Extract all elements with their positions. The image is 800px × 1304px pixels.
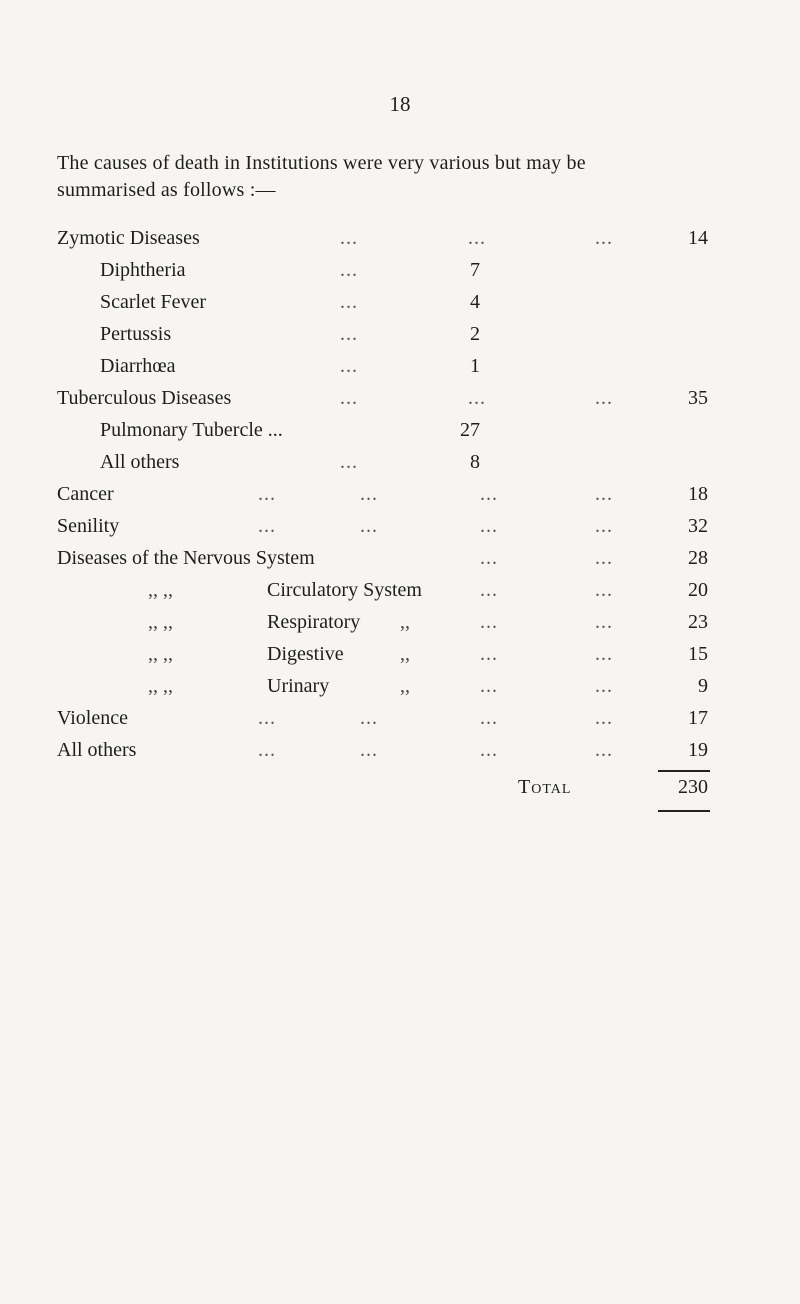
leader-dots: ... — [360, 483, 378, 505]
table-row — [0, 483, 800, 513]
row-label: Urinary — [267, 675, 330, 697]
leader-dots: ... — [595, 579, 613, 601]
leader-dots: ... — [595, 643, 613, 665]
row-label: Diarrhœa — [100, 355, 176, 377]
leader-dots: ... — [595, 483, 613, 505]
table-row — [0, 643, 800, 673]
row-label: Diphtheria — [100, 259, 186, 281]
row-label: All others — [57, 739, 137, 761]
table-row — [0, 675, 800, 705]
row-label: Circulatory System — [267, 579, 422, 601]
table-row — [0, 707, 800, 737]
leader-dots: ... — [595, 387, 613, 409]
leader-dots: ... — [480, 515, 498, 537]
row-total: 14 — [688, 227, 708, 249]
leader-dots: ... — [595, 675, 613, 697]
table-row — [0, 419, 800, 449]
leader-dots: ... — [480, 739, 498, 761]
leader-dots: ... — [360, 515, 378, 537]
row-total: 32 — [688, 515, 708, 537]
row-label: Senility — [57, 515, 120, 537]
table-row — [0, 739, 800, 769]
leader-dots: ... — [480, 643, 498, 665]
ditto-marks: ,, — [400, 643, 410, 665]
leader-dots: ... — [258, 739, 276, 761]
table-row — [0, 387, 800, 417]
table-row — [0, 451, 800, 481]
leader-dots: ... — [595, 611, 613, 633]
row-total: 35 — [688, 387, 708, 409]
leader-dots: ... — [360, 707, 378, 729]
row-label: Tuberculous Diseases — [57, 387, 232, 409]
row-total: 15 — [688, 643, 708, 665]
table-row — [0, 227, 800, 257]
table-row — [0, 291, 800, 321]
row-label: Zymotic Diseases — [57, 227, 200, 249]
leader-dots: ... — [595, 707, 613, 729]
page-number: 18 — [389, 92, 411, 116]
leader-dots: ... — [595, 515, 613, 537]
row-label: Pertussis — [100, 323, 172, 345]
leader-dots: ... — [468, 227, 486, 249]
leader-dots: ... — [468, 387, 486, 409]
leader-dots: ... — [340, 259, 358, 281]
row-label: Respiratory — [267, 611, 361, 633]
leader-dots: ... — [480, 675, 498, 697]
ditto-marks: ,, ,, — [148, 579, 173, 601]
leader-dots: ... — [340, 323, 358, 345]
row-label: All others — [100, 451, 180, 473]
ditto-marks: ,, ,, — [148, 675, 173, 697]
sum-rule-bottom — [658, 810, 710, 812]
leader-dots: ... — [595, 547, 613, 569]
intro-line-1: The causes of death in Institutions were very various but may be — [57, 152, 586, 174]
row-total: 18 — [688, 483, 708, 505]
leader-dots: ... — [340, 291, 358, 313]
row-label: Diseases of the Nervous System — [57, 547, 315, 569]
table-row — [0, 515, 800, 545]
row-subtotal: 27 — [460, 419, 480, 441]
table-row — [0, 323, 800, 353]
leader-dots: ... — [480, 707, 498, 729]
leader-dots: ... — [595, 227, 613, 249]
row-label: Cancer — [57, 483, 114, 505]
leader-dots: ... — [480, 579, 498, 601]
ditto-marks: ,, ,, — [148, 611, 173, 633]
table-row — [0, 259, 800, 289]
table-row — [0, 547, 800, 577]
leader-dots: ... — [480, 611, 498, 633]
total-label: Total — [518, 776, 572, 798]
row-total: 20 — [688, 579, 708, 601]
ditto-marks: ,, ,, — [148, 643, 173, 665]
row-label: Pulmonary Tubercle ... — [100, 419, 283, 441]
leader-dots: ... — [595, 739, 613, 761]
table-row — [0, 579, 800, 609]
row-total: 19 — [688, 739, 708, 761]
row-subtotal: 2 — [470, 323, 480, 345]
leader-dots: ... — [360, 739, 378, 761]
leader-dots: ... — [480, 547, 498, 569]
grand-total: 230 — [678, 776, 708, 798]
leader-dots: ... — [340, 355, 358, 377]
row-total: 17 — [688, 707, 708, 729]
ditto-marks: ,, — [400, 675, 410, 697]
ditto-marks: ,, — [400, 611, 410, 633]
row-label: Scarlet Fever — [100, 291, 207, 313]
row-label: Digestive — [267, 643, 344, 665]
table-row — [0, 611, 800, 641]
intro-line-2: summarised as follows :— — [57, 179, 276, 201]
leader-dots: ... — [258, 707, 276, 729]
leader-dots: ... — [258, 483, 276, 505]
row-total: 23 — [688, 611, 708, 633]
row-label: Violence — [57, 707, 128, 729]
row-total: 9 — [698, 675, 708, 697]
row-subtotal: 4 — [470, 291, 480, 313]
row-subtotal: 1 — [470, 355, 480, 377]
total-row — [0, 776, 800, 806]
row-total: 28 — [688, 547, 708, 569]
leader-dots: ... — [340, 227, 358, 249]
intro-paragraph — [57, 150, 777, 204]
leader-dots: ... — [480, 483, 498, 505]
leader-dots: ... — [340, 451, 358, 473]
leader-dots: ... — [258, 515, 276, 537]
row-subtotal: 7 — [470, 259, 480, 281]
table-row — [0, 355, 800, 385]
sum-rule-top — [658, 770, 710, 772]
leader-dots: ... — [340, 387, 358, 409]
row-subtotal: 8 — [470, 451, 480, 473]
